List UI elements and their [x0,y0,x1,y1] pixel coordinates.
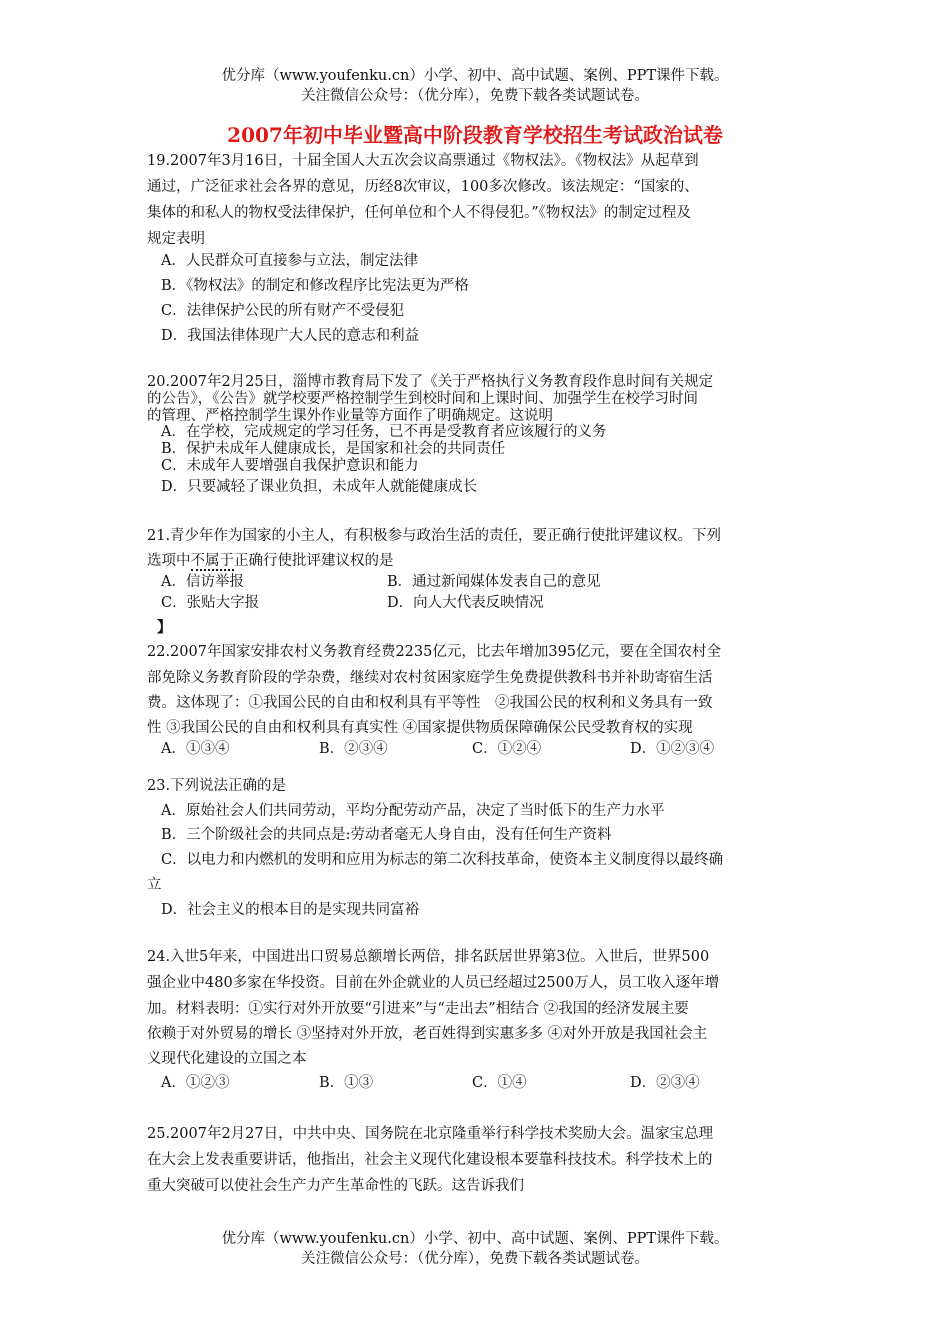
q22-stem-line: 22.2007年国家安排农村义务教育经费2235亿元，比去年增加395亿元，要在全国农村全 [147,644,722,660]
q21-option-b: B．通过新闻媒体发表自己的意见 [387,574,601,590]
q19-option-a: A．人民群众可直接参与立法，制定法律 [161,253,418,269]
q21-stem-line: 21.青少年作为国家的小主人，有积极参与政治生活的责任，要正确行使批评建议权。下列 [147,528,722,544]
q19-stem-line: 通过，广泛征求社会各界的意见，历经8次审议，100多次修改。该法规定：“国家的、 [147,179,699,195]
q20-option-d: D．只要减轻了课业负担，未成年人就能健康成长 [161,479,478,495]
q21-option-c: C．张贴大字报 [161,595,260,611]
q19-option-d: D．我国法律体现广大人民的意志和利益 [161,328,420,344]
q21-option-a: A．信访举报 [161,574,244,590]
q19-stem-line: 19.2007年3月16日，十届全国人大五次会议高票通过《物权法》。《物权法》从起草到 [147,153,699,169]
q22-option-a: A．①③④ [161,741,230,757]
q21-stem-line [147,551,394,571]
q23-option-c-continued: 立 [147,877,162,893]
q22-option-b: B．②③④ [319,741,388,757]
q24-option-c: C．①④ [472,1075,527,1091]
q21-option-d: D．向人大代表反映情况 [387,595,544,611]
q19-stem-line: 规定表明 [147,231,205,247]
q25-stem-line: 重大突破可以使社会生产力产生革命性的飞跃。这告诉我们 [147,1178,524,1194]
q24-option-b: B．①③ [319,1075,374,1091]
q24-option-d: D．②③④ [630,1075,700,1091]
q22-option-d: D．①②③④ [630,741,715,757]
q25-stem-line: 25.2007年2月27日，中共中央、国务院在北京隆重举行科学技术奖励大会。温家宝总理 [147,1126,714,1142]
q19-stem-line: 集体的和私人的物权受法律保护，任何单位和个人不得侵犯。”《物权法》的制定过程及 [147,205,691,221]
q24-stem-line: 加。材料表明：①实行对外开放要“引进来”与“走出去”相结合 ②我国的经济发展主要 [147,1001,689,1017]
q23-option-c: C．以电力和内燃机的发明和应用为标志的第二次科技革命，使资本主义制度得以最终确 [161,852,724,868]
q21-emphasis: 不属于 [190,553,234,569]
q20-stem-line: 20.2007年2月25日，淄博市教育局下发了《关于严格执行义务教育段作息时间有关规定 [147,374,714,390]
q22-stem-line: 部免除义务教育阶段的学杂费，继续对农村贫困家庭学生免费提供教科书并补助寄宿生活 [147,670,713,686]
q24-stem-line: 24.入世5年来，中国进出口贸易总额增长两倍，排名跃居世界第3位。入世后，世界500 [147,949,710,965]
q20-stem-line: 的管理、严格控制学生课外作业量等方面作了明确规定。这说明 [147,408,553,424]
q22-stem-line: 费。这体现了：①我国公民的自由和权利具有平等性 ②我国公民的权利和义务具有一致 [147,695,713,711]
q21-stem-pre: 选项中 [147,553,191,569]
footer-line-1: 优分库（www.youfenku.cn）小学、初中、高中试题、案例、PPT课件下载。 [221,1231,729,1247]
q24-option-a: A．①②③ [161,1075,230,1091]
q22-option-c: C．①②④ [472,741,542,757]
q24-stem-line: 义现代化建设的立国之本 [147,1051,307,1067]
q20-stem-line: 的公告》，《公告》就学校要严格控制学生到校时间和上课时间、加强学生在校学习时间 [147,391,698,407]
header-line-1: 优分库（www.youfenku.cn）小学、初中、高中试题、案例、PPT课件下载。 [221,68,729,84]
q24-stem-line: 依赖于对外贸易的增长 ③坚持对外开放，老百姓得到实惠多多 ④对外开放是我国社会主 [147,1026,708,1042]
q21-stem-post: 正确行使批评建议权的是 [234,553,394,569]
q24-stem-line: 强企业中480多家在华投资。目前在外企就业的人员已经超过2500万人，员工收入逐年增 [147,975,720,991]
q19-option-c: C．法律保护公民的所有财产不受侵犯 [161,303,405,319]
footer-line-2: 关注微信公众号：（优分库），免费下载各类试题试卷。 [301,1251,649,1267]
q23-stem-line: 23.下列说法正确的是 [147,778,287,794]
q19-option-b: B．《物权法》的制定和修改程序比宪法更为严格 [161,278,469,294]
q23-option-b: B．三个阶级社会的共同点是:劳动者毫无人身自由，没有任何生产资料 [161,827,612,843]
q23-option-d: D．社会主义的根本目的是实现共同富裕 [161,902,420,918]
q20-option-a: A．在学校，完成规定的学习任务，已不再是受教育者应该履行的义务 [161,424,607,440]
q22-stem-line: 性 ③我国公民的自由和权利具有真实性 ④国家提供物质保障确保公民受教育权的实现 [147,720,693,736]
q20-option-c: C．未成年人要增强自我保护意识和能力 [161,458,419,474]
header-line-2: 关注微信公众号：（优分库），免费下载各类试题试卷。 [301,88,649,104]
q20-option-b: B．保护未成年人健康成长，是国家和社会的共同责任 [161,441,506,457]
stray-bracket: 】 [157,619,172,636]
page-title: 2007年初中毕业暨高中阶段教育学校招生考试政治试卷 [227,123,723,147]
q23-option-a: A．原始社会人们共同劳动，平均分配劳动产品，决定了当时低下的生产力水平 [161,803,665,819]
q25-stem-line: 在大会上发表重要讲话，他指出，社会主义现代化建设根本要靠科技技术。科学技术上的 [147,1152,713,1168]
